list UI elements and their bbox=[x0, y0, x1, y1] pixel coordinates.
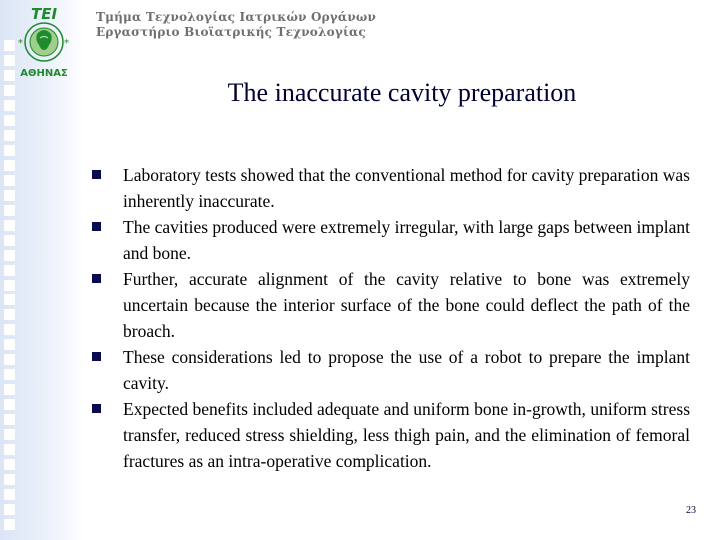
logo-bottom-text: ΑΘΗΝΑΣ bbox=[20, 68, 68, 79]
header-department: Τμήμα Τεχνολογίας Ιατρικών Οργάνων bbox=[96, 10, 377, 24]
decorative-square bbox=[4, 504, 15, 515]
logo-top-text: TEI bbox=[30, 5, 58, 23]
bullet-text: Further, accurate alignment of the cavity relative to bone was extremely uncertain because the interior surface of the bone could deflect the path of the broach. bbox=[123, 269, 690, 341]
bullet-text: Laboratory tests showed that the conventional method for cavity preparation was inherently inaccurate. bbox=[123, 165, 690, 211]
bullet-square-icon bbox=[92, 274, 101, 283]
decorative-square bbox=[4, 265, 15, 276]
bullet-list bbox=[92, 162, 690, 474]
decorative-square bbox=[4, 220, 15, 231]
bullet-square-icon bbox=[92, 222, 101, 231]
decorative-square bbox=[4, 205, 15, 216]
bullet-text: These considerations led to propose the use of a robot to prepare the implant cavity. bbox=[123, 347, 690, 393]
decorative-square bbox=[4, 369, 15, 380]
bullet-text: The cavities produced were extremely irregular, with large gaps between implant and bone. bbox=[123, 217, 691, 263]
decorative-square bbox=[4, 100, 15, 111]
bullet-item bbox=[92, 214, 690, 266]
bullet-item bbox=[92, 344, 690, 396]
decorative-square bbox=[4, 85, 15, 96]
bullet-item bbox=[92, 162, 690, 214]
decorative-square bbox=[4, 130, 15, 141]
decorative-square bbox=[4, 354, 15, 365]
decorative-square bbox=[4, 250, 15, 261]
decorative-square bbox=[4, 235, 15, 246]
decorative-square bbox=[4, 324, 15, 335]
page-number: 23 bbox=[686, 505, 696, 516]
decorative-square bbox=[4, 399, 15, 410]
bullet-square-icon bbox=[92, 352, 101, 361]
svg-text:*: * bbox=[18, 38, 23, 49]
bullet-item bbox=[92, 266, 690, 344]
decorative-square bbox=[4, 190, 15, 201]
decorative-square-column bbox=[2, 0, 18, 540]
decorative-square bbox=[4, 459, 15, 470]
bullet-square-icon bbox=[92, 170, 101, 179]
decorative-square bbox=[4, 175, 15, 186]
bullet-text: Expected benefits included adequate and uniform bone in-growth, uniform stress transfer, reduced stress shielding, less thigh pain, and the elimination of femoral fractures as an intra-operative complication. bbox=[123, 399, 690, 471]
decorative-square bbox=[4, 444, 15, 455]
decorative-square bbox=[4, 339, 15, 350]
decorative-square bbox=[4, 489, 15, 500]
decorative-square bbox=[4, 519, 15, 530]
decorative-square bbox=[4, 145, 15, 156]
decorative-square bbox=[4, 160, 15, 171]
decorative-square bbox=[4, 115, 15, 126]
header bbox=[96, 10, 376, 40]
decorative-square bbox=[4, 294, 15, 305]
bullet-square-icon bbox=[92, 404, 101, 413]
bullet-item bbox=[92, 396, 690, 474]
decorative-square bbox=[4, 280, 15, 291]
decorative-square bbox=[4, 414, 15, 425]
decorative-square bbox=[4, 384, 15, 395]
header-laboratory: Εργαστήριο Βιοϊατρικής Τεχνολογίας bbox=[96, 25, 366, 39]
slide-title: The inaccurate cavity preparation bbox=[227, 78, 577, 107]
decorative-square bbox=[4, 474, 15, 485]
decorative-square bbox=[4, 309, 15, 320]
svg-text:*: * bbox=[64, 38, 69, 49]
tei-athens-logo bbox=[6, 4, 82, 80]
decorative-square bbox=[4, 429, 15, 440]
